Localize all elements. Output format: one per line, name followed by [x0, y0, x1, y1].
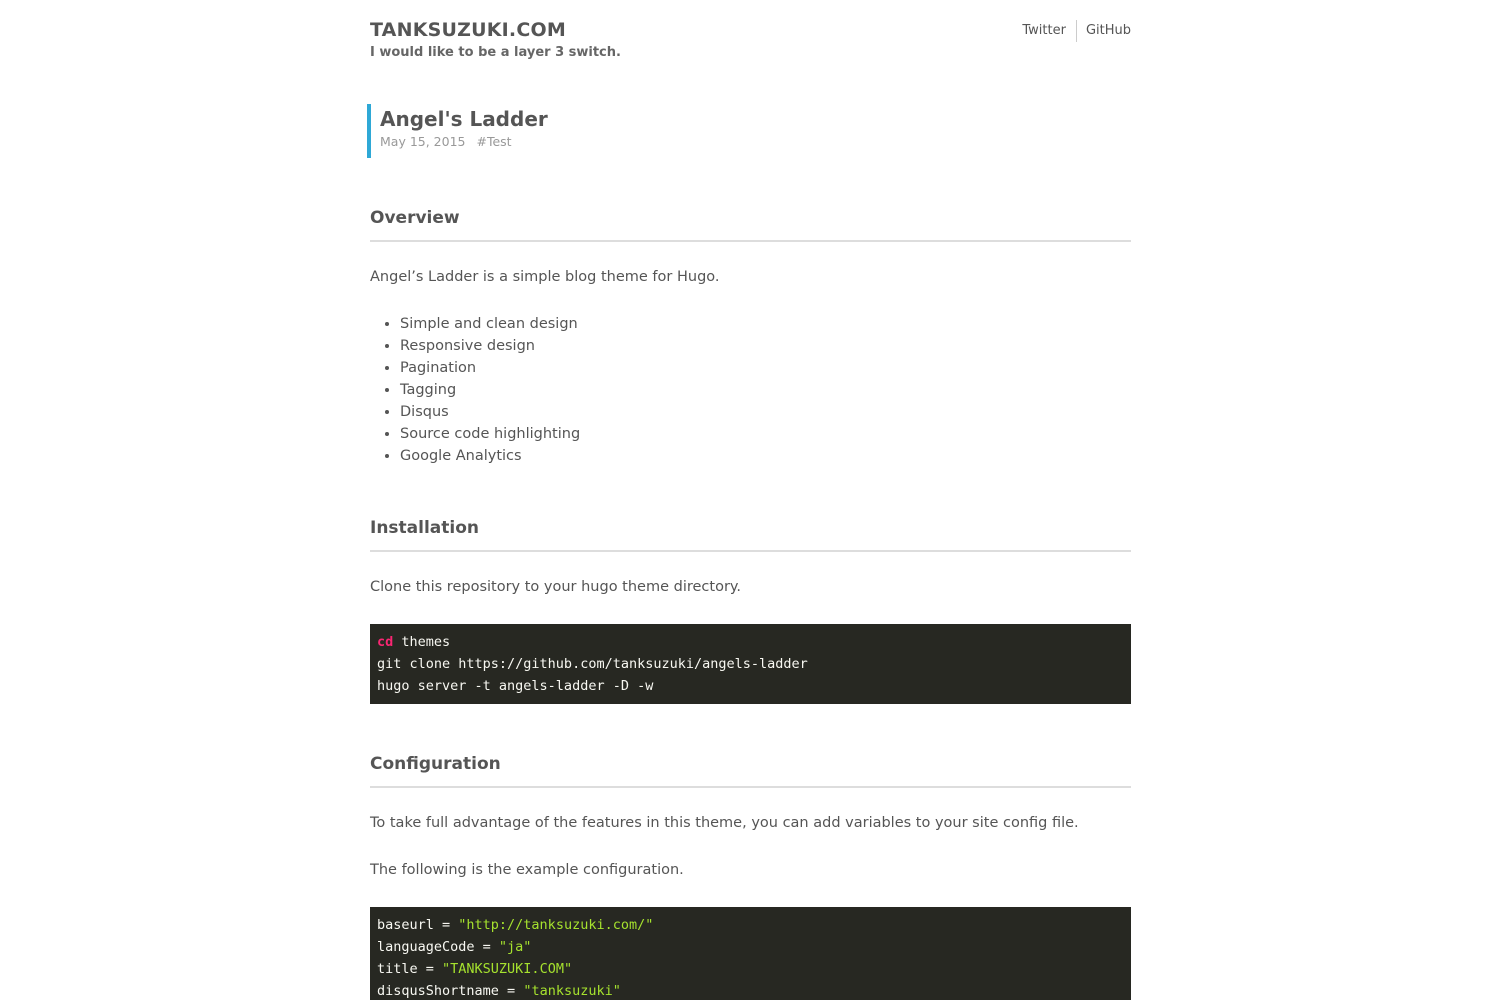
section-heading-overview: Overview [370, 206, 1131, 242]
config-key: disqusShortname = [377, 983, 524, 999]
config-value: "TANKSUZUKI.COM" [442, 961, 573, 977]
nav-divider [1076, 20, 1077, 42]
code-line [377, 914, 1124, 936]
site-tagline: I would like to be a layer 3 switch. [370, 45, 621, 60]
post-header [367, 104, 767, 158]
code-line [377, 936, 1124, 958]
list-item: • Tagging [400, 379, 580, 401]
code-block-install [370, 624, 1131, 704]
code-line: git clone https://github.com/tanksuzuki/angels-ladder [377, 656, 808, 672]
site-header [370, 0, 1131, 100]
overview-intro: Angel’s Ladder is a simple blog theme for Hugo. [370, 269, 720, 285]
code-line [377, 980, 1124, 1000]
config-key: title = [377, 961, 443, 977]
code-line: hugo server -t angels-ladder -D -w [377, 678, 654, 694]
section-heading-configuration: Configuration [370, 752, 1131, 788]
list-item: • Disqus [400, 401, 580, 423]
list-item: • Responsive design [400, 335, 580, 357]
list-item: • Source code highlighting [400, 423, 580, 445]
code-block-config [370, 907, 1131, 1000]
installation-intro: Clone this repository to your hugo theme directory. [370, 579, 742, 595]
site-nav [1022, 20, 1131, 42]
config-value: "tanksuzuki" [523, 983, 621, 999]
config-key: baseurl = [377, 917, 459, 933]
list-item: • Simple and clean design [400, 313, 580, 335]
code-keyword: cd [377, 634, 394, 650]
list-item: • Pagination [400, 357, 580, 379]
nav-link-github[interactable]: GitHub [1085, 23, 1131, 38]
section-heading-installation: Installation [370, 516, 1131, 552]
site-title-link[interactable]: TANKSUZUKI.COM [370, 19, 566, 41]
post-meta [380, 134, 767, 149]
configuration-intro-2: The following is the example configuration. [370, 862, 684, 878]
list-item: • Google Analytics [400, 445, 580, 467]
config-value: "ja" [498, 939, 532, 955]
post-date: May 15, 2015 [380, 134, 466, 149]
post-tag-link[interactable]: #Test [476, 134, 512, 149]
config-key: languageCode = [377, 939, 499, 955]
code-line [377, 631, 1124, 653]
configuration-intro: To take full advantage of the features in this theme, you can add variables to your site config file. [370, 815, 1079, 831]
post-title: Angel's Ladder [380, 107, 548, 131]
page-container [370, 0, 1131, 999]
nav-link-twitter[interactable]: Twitter [1022, 23, 1066, 38]
config-value: "http://tanksuzuki.com/" [458, 917, 654, 933]
feature-list [370, 313, 580, 467]
code-text: themes [393, 634, 451, 650]
code-line [377, 958, 1124, 980]
